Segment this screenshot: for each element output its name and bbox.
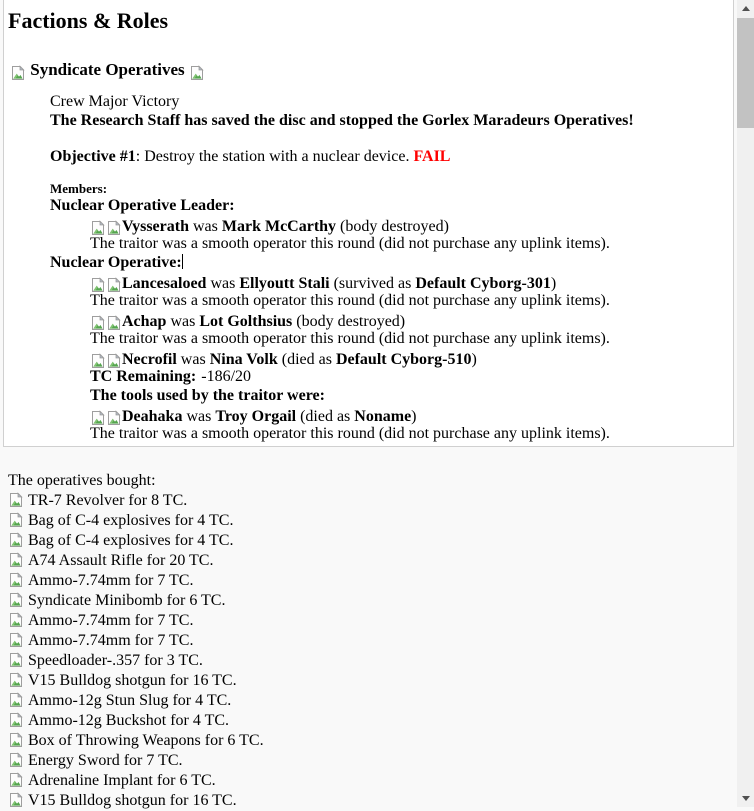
purchase-item xyxy=(8,611,264,631)
scrollbar-thumb[interactable] xyxy=(737,18,754,128)
broken-image-icon xyxy=(8,792,24,808)
broken-image-icon xyxy=(106,410,122,426)
member-was: was xyxy=(188,218,222,235)
broken-image-icon xyxy=(8,732,24,748)
broken-image-icon xyxy=(106,315,122,331)
purchase-item xyxy=(8,631,264,651)
purchase-item-text: TR-7 Revolver for 8 TC. xyxy=(28,492,188,509)
objective-label: Objective #1 xyxy=(50,148,136,165)
member-line xyxy=(90,405,733,424)
spacer xyxy=(50,130,733,147)
member-real-name: Ellyoutt Stali xyxy=(239,275,330,292)
member-was: was xyxy=(166,313,200,330)
purchase-item xyxy=(8,751,264,771)
tc-remaining-line xyxy=(90,367,733,386)
broken-image-icon xyxy=(8,572,24,588)
member-was: was xyxy=(206,275,240,292)
scrollbar[interactable] xyxy=(737,0,754,807)
purchase-item-text: Ammo-7.74mm for 7 TC. xyxy=(28,572,194,589)
purchase-item-text: Ammo-12g Stun Slug for 4 TC. xyxy=(28,692,232,709)
member-real-name: Nina Volk xyxy=(209,351,278,368)
broken-image-icon xyxy=(106,353,122,369)
objective-status: FAIL xyxy=(413,148,451,165)
member-entry xyxy=(90,405,733,443)
member-fate-identity: Default Cyborg-301 xyxy=(415,275,551,292)
tc-remaining-value: -186/20 xyxy=(201,368,252,385)
broken-image-icon xyxy=(90,220,106,236)
member-real-name: Lot Golthsius xyxy=(199,313,293,330)
role-header xyxy=(50,253,733,272)
member-entry xyxy=(90,272,733,310)
broken-image-icon xyxy=(8,552,24,568)
member-fate-identity: Noname xyxy=(354,408,412,425)
broken-image-icon xyxy=(106,220,122,236)
member-fate-close: ) xyxy=(411,408,417,425)
purchase-item xyxy=(8,731,264,751)
broken-image-icon xyxy=(8,692,24,708)
member-entry xyxy=(90,215,733,253)
member-codename: Achap xyxy=(122,313,167,330)
broken-image-icon xyxy=(90,353,106,369)
traitor-note: The traitor was a smooth operator this round (did not purchase any uplink items). xyxy=(90,292,610,309)
report-panel xyxy=(3,0,734,447)
member-real-name: Mark McCarthy xyxy=(221,218,337,235)
purchase-item-text: Box of Throwing Weapons for 6 TC. xyxy=(28,732,264,749)
objective-line xyxy=(50,147,733,166)
purchase-item xyxy=(8,491,264,511)
faction-report-body xyxy=(50,92,733,443)
purchase-item-text: Bag of C-4 explosives for 4 TC. xyxy=(28,532,234,549)
spacer xyxy=(50,166,733,181)
purchase-item xyxy=(8,771,264,791)
member-fate: (survived as xyxy=(329,275,416,292)
member-fate-identity: Default Cyborg-510 xyxy=(335,351,472,368)
member-entry xyxy=(90,310,733,348)
broken-image-icon xyxy=(8,612,24,628)
faction-name: Syndicate Operatives xyxy=(30,60,185,79)
broken-image-icon xyxy=(90,315,106,331)
member-was: was xyxy=(182,408,216,425)
arrow-down-icon xyxy=(742,796,750,801)
purchase-item xyxy=(8,671,264,691)
broken-image-icon xyxy=(106,277,122,293)
broken-image-icon xyxy=(8,672,24,688)
member-codename: Vysserath xyxy=(122,218,189,235)
purchase-item xyxy=(8,591,264,611)
broken-image-icon xyxy=(8,752,24,768)
text-caret xyxy=(182,254,184,269)
faction-header xyxy=(10,60,733,80)
member-fate: (died as xyxy=(277,351,336,368)
tc-remaining-label: TC Remaining: xyxy=(90,368,197,385)
purchase-item-text: Syndicate Minibomb for 6 TC. xyxy=(28,592,226,609)
member-fate: (died as xyxy=(296,408,355,425)
tools-used-label: The tools used by the traitor were: xyxy=(90,387,325,404)
broken-image-icon xyxy=(8,492,24,508)
purchase-item-text: V15 Bulldog shotgun for 16 TC. xyxy=(28,792,237,809)
scroll-up-button[interactable] xyxy=(737,0,754,17)
purchase-item-text: Bag of C-4 explosives for 4 TC. xyxy=(28,512,234,529)
broken-image-icon xyxy=(8,712,24,728)
role-header: Nuclear Operative Leader: xyxy=(50,197,235,214)
purchase-item xyxy=(8,791,264,811)
broken-image-icon xyxy=(90,277,106,293)
purchase-item xyxy=(8,551,264,571)
member-was: was xyxy=(176,351,210,368)
members-label: Members: xyxy=(50,181,108,196)
purchase-item-text: Ammo-7.74mm for 7 TC. xyxy=(28,612,194,629)
victory-detail: The Research Staff has saved the disc and stopped the Gorlex Maradeurs Operatives! xyxy=(50,112,634,129)
purchases-label: The operatives bought: xyxy=(8,472,156,489)
member-line xyxy=(90,272,733,291)
member-fate-close: ) xyxy=(550,275,557,292)
purchase-item-text: Energy Sword for 7 TC. xyxy=(28,752,183,769)
broken-image-icon xyxy=(8,632,24,648)
member-codename: Lancesaloed xyxy=(122,275,207,292)
purchase-item xyxy=(8,691,264,711)
broken-image-icon xyxy=(8,592,24,608)
purchase-item-text: Speedloader-.357 for 3 TC. xyxy=(28,652,203,669)
member-line xyxy=(90,215,733,234)
purchase-item xyxy=(8,511,264,531)
broken-image-icon xyxy=(10,65,26,81)
purchase-item xyxy=(8,531,264,551)
broken-image-icon xyxy=(189,65,205,81)
purchase-item xyxy=(8,711,264,731)
member-codename: Necrofil xyxy=(122,351,177,368)
purchase-item-text: V15 Bulldog shotgun for 16 TC. xyxy=(28,672,237,689)
broken-image-icon xyxy=(8,512,24,528)
objective-text: : Destroy the station with a nuclear device. xyxy=(135,148,414,165)
purchase-item-text: Ammo-12g Buckshot for 4 TC. xyxy=(28,712,230,729)
purchases-section xyxy=(8,471,264,811)
traitor-note: The traitor was a smooth operator this round (did not purchase any uplink items). xyxy=(90,330,610,347)
purchase-item xyxy=(8,651,264,671)
member-entry xyxy=(90,348,733,405)
member-codename: Deahaka xyxy=(122,408,183,425)
page-title: Factions & Roles xyxy=(8,8,169,33)
traitor-note: The traitor was a smooth operator this round (did not purchase any uplink items). xyxy=(90,425,610,442)
broken-image-icon xyxy=(8,532,24,548)
arrow-up-icon xyxy=(742,6,750,11)
broken-image-icon xyxy=(90,410,106,426)
member-fate: (body destroyed) xyxy=(336,218,449,235)
victory-text: Crew Major Victory xyxy=(50,93,180,110)
purchase-item-text: Adrenaline Implant for 6 TC. xyxy=(28,772,216,789)
purchase-item-text: Ammo-7.74mm for 7 TC. xyxy=(28,632,194,649)
member-line xyxy=(90,348,733,367)
traitor-note: The traitor was a smooth operator this round (did not purchase any uplink items). xyxy=(90,235,610,252)
member-fate-close: ) xyxy=(471,351,477,368)
purchase-item xyxy=(8,571,264,591)
member-line xyxy=(90,310,733,329)
role-header-label: Nuclear Operative: xyxy=(50,254,182,271)
purchase-item-text: A74 Assault Rifle for 20 TC. xyxy=(28,552,214,569)
member-real-name: Troy Orgail xyxy=(215,408,297,425)
scroll-down-button[interactable] xyxy=(737,790,754,807)
member-fate: (body destroyed) xyxy=(292,313,406,330)
broken-image-icon xyxy=(8,772,24,788)
broken-image-icon xyxy=(8,652,24,668)
